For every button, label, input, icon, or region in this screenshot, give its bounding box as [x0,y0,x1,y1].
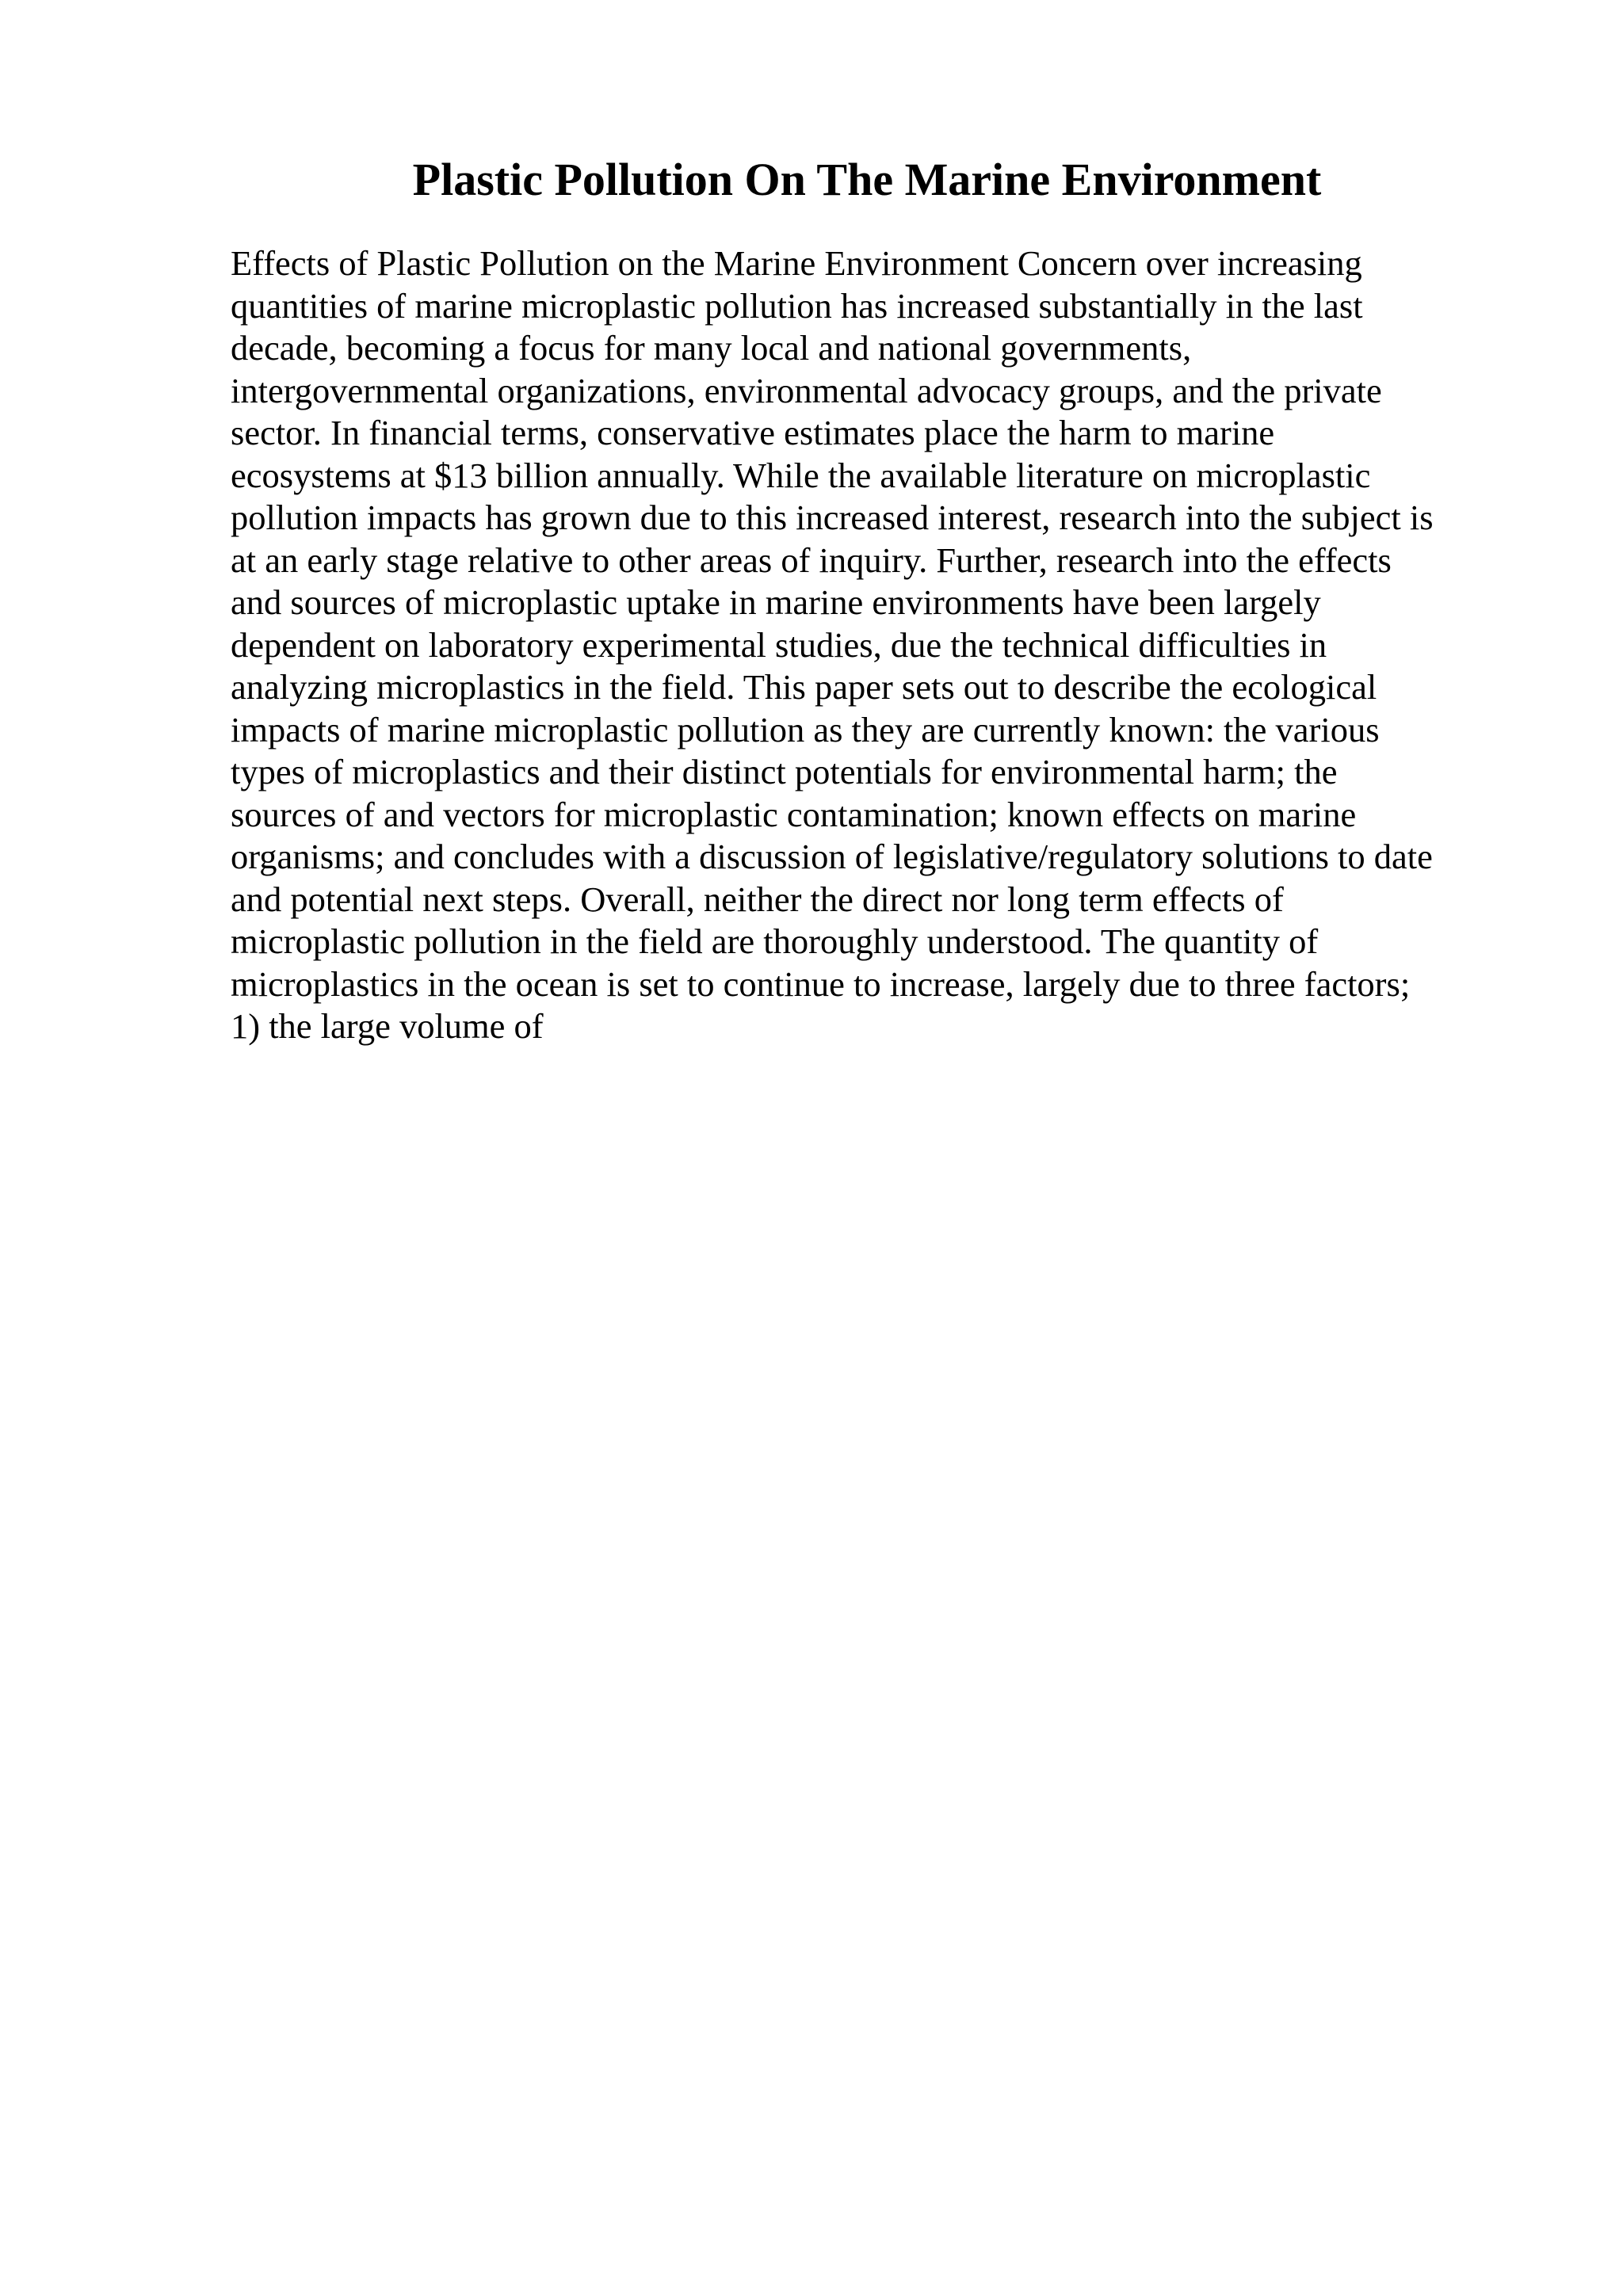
body-line: decade, becoming a focus for many local and national governments, [231,328,1192,368]
body-line: intergovernmental organizations, environmental advocacy groups, and the private [231,370,1382,410]
body-line: organisms; and concludes with a discussion of legislative/regulatory solutions to date [231,837,1433,876]
document-title: Plastic Pollution On The Marine Environment [412,154,1322,205]
body-line: ecosystems at $13 billion annually. While the available literature on microplastic [231,455,1371,495]
body-line: Effects of Plastic Pollution on the Marine Environment Concern over increasing [231,243,1362,283]
body-line: sources of and vectors for microplastic contamination; known effects on marine [231,794,1357,834]
body-line: analyzing microplastics in the field. This paper sets out to describe the ecological [231,667,1377,707]
body-line: pollution impacts has grown due to this increased interest, research into the subject is [231,498,1434,537]
body-line: dependent on laboratory experimental studies, due the technical difficulties in [231,624,1327,665]
body-line: at an early stage relative to other areas of inquiry. Further, research into the effects [231,540,1392,580]
body-line: and sources of microplastic uptake in marine environments have been largely [231,582,1321,622]
body-line: impacts of marine microplastic pollution as they are currently known: the various [231,709,1380,749]
body-line: quantities of marine microplastic pollution has increased substantially in the last [231,285,1363,326]
body-line: microplastics in the ocean is set to continue to increase, largely due to three factors; [231,963,1411,1004]
body-line: types of microplastics and their distinct potentials for environmental harm; the [231,752,1338,791]
body-line: 1) the large volume of [231,1006,544,1046]
body-line: sector. In financial terms, conservative estimates place the harm to marine [231,413,1275,452]
body-line: microplastic pollution in the field are thoroughly understood. The quantity of [231,921,1319,961]
body-line: and potential next steps. Overall, neither the direct nor long term effects of [231,879,1284,919]
document-body [231,242,1507,1048]
